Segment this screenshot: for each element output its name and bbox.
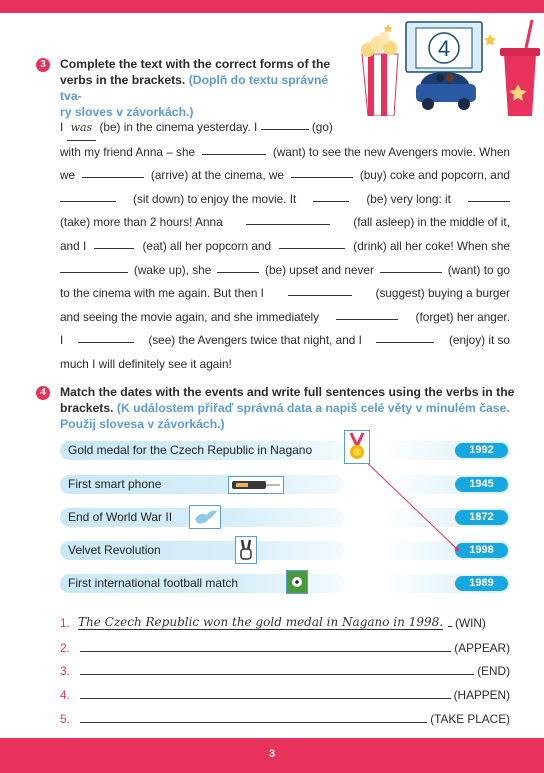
text-segment: and I bbox=[60, 238, 87, 253]
answer-blank[interactable] bbox=[80, 698, 451, 699]
event-label: End of World War II bbox=[68, 510, 173, 524]
verb-hint: (HAPPEN) bbox=[453, 688, 510, 702]
peace-dove-icon bbox=[189, 505, 221, 529]
event-label: Velvet Revolution bbox=[68, 543, 161, 557]
text-segment: (want) to see the new Avengers movie. When bbox=[272, 144, 510, 159]
text-segment: (suggest) buying a burger bbox=[375, 286, 510, 301]
text-segment: (want) to go bbox=[447, 262, 510, 277]
text-segment: (arrive) at the cinema, we bbox=[150, 168, 284, 183]
exercise-4-title-line1: Match the dates with the events and write full sentences using the verbs in the bbox=[60, 385, 515, 399]
text-segment: I bbox=[60, 333, 64, 348]
year-badge[interactable]: 1998 bbox=[455, 543, 508, 558]
answer-line-3 bbox=[60, 660, 510, 678]
football-icon bbox=[286, 570, 308, 594]
text-segment: I bbox=[60, 120, 64, 134]
handwritten-answer: was bbox=[67, 116, 97, 141]
smartphone-icon bbox=[228, 476, 284, 494]
year-badge[interactable]: 1872 bbox=[455, 510, 508, 525]
verb-hint: (TAKE PLACE) bbox=[430, 712, 510, 726]
text-segment: (buy) coke and popcorn, and bbox=[359, 168, 510, 183]
answer-number: 1. bbox=[60, 616, 70, 630]
text-segment: we bbox=[60, 168, 76, 183]
year-badge[interactable]: 1989 bbox=[455, 576, 508, 591]
answer-line-1 bbox=[60, 612, 510, 630]
answer-number: 3. bbox=[60, 664, 70, 678]
text-segment: (drink) all her coke! When she bbox=[353, 238, 510, 253]
text-segment: (forget) her anger. bbox=[415, 309, 510, 324]
victory-hand-icon bbox=[235, 536, 257, 564]
exercise-4-number: 4 bbox=[36, 386, 50, 400]
text-segment: (fall asleep) in the middle of it, bbox=[353, 215, 510, 230]
event-label: Gold medal for the Czech Republic in Nagano bbox=[68, 443, 313, 457]
exercise-3-title-line1: Complete the text with the correct forms of the bbox=[60, 57, 331, 71]
exercise-3-title-cz: (Doplň do textu správné tva- bbox=[60, 73, 329, 103]
text-segment: (go) bbox=[311, 120, 333, 134]
medal-icon bbox=[344, 430, 370, 464]
exercise-3-title-en: verbs in the brackets. bbox=[60, 73, 189, 87]
answer-blank[interactable] bbox=[80, 651, 451, 652]
text-segment: (take) more than 2 hours! Anna bbox=[60, 215, 223, 230]
event-label: First smart phone bbox=[68, 477, 162, 491]
page-number: 3 bbox=[268, 748, 276, 760]
text-segment: (enjoy) it so bbox=[448, 333, 510, 348]
handwritten-answer[interactable]: The Czech Republic won the gold medal in Nagano in 1998. bbox=[78, 615, 444, 629]
text-segment: and seeing the movie again, and she immediately bbox=[60, 309, 320, 324]
exercise-4-title-cz: (K událostem přiřaď správná data a napiš celé věty v minulém čase. bbox=[116, 401, 510, 415]
text-segment: (be) upset and never bbox=[265, 262, 374, 277]
text-segment: (eat) all her popcorn and bbox=[142, 238, 272, 253]
text-segment: (be) in the cinema yesterday. I bbox=[99, 120, 258, 134]
verb-hint: (APPEAR) bbox=[454, 641, 510, 655]
verb-hint: (WIN) bbox=[455, 616, 486, 630]
answer-blank[interactable] bbox=[448, 626, 452, 627]
text-segment: with my friend Anna – she bbox=[60, 144, 196, 159]
answer-line-2 bbox=[60, 637, 510, 655]
verb-hint: (END) bbox=[477, 664, 510, 678]
year-badge[interactable]: 1992 bbox=[455, 443, 508, 458]
text-segment: (wake up), she bbox=[133, 262, 212, 277]
event-label: First international football match bbox=[68, 576, 239, 590]
text-segment: to the cinema with me again. But then I bbox=[60, 286, 264, 301]
answer-number: 4. bbox=[60, 688, 70, 702]
exercise-4-title-cz-2: Použij slovesa v závorkách.) bbox=[60, 417, 225, 431]
answer-line-4 bbox=[60, 684, 510, 702]
text-segment: much I will definitely see it again! bbox=[60, 356, 232, 371]
exercise-4-title-en: brackets. bbox=[60, 401, 117, 415]
exercise-3-title-cz-2: ry sloves v závorkách.) bbox=[60, 105, 194, 119]
exercise-3-number: 3 bbox=[36, 58, 50, 72]
text-segment: (see) the Avengers twice that night, and I bbox=[148, 333, 362, 348]
svg-text:4: 4 bbox=[437, 36, 451, 61]
answer-number: 5. bbox=[60, 712, 70, 726]
answer-number: 2. bbox=[60, 641, 70, 655]
answer-blank[interactable] bbox=[80, 722, 427, 723]
text-segment: (sit down) to enjoy the movie. It bbox=[133, 191, 297, 206]
year-badge[interactable]: 1945 bbox=[455, 477, 508, 492]
answer-line-5 bbox=[60, 708, 510, 726]
answer-blank[interactable] bbox=[80, 674, 474, 675]
text-segment: (be) very long: it bbox=[366, 191, 451, 206]
